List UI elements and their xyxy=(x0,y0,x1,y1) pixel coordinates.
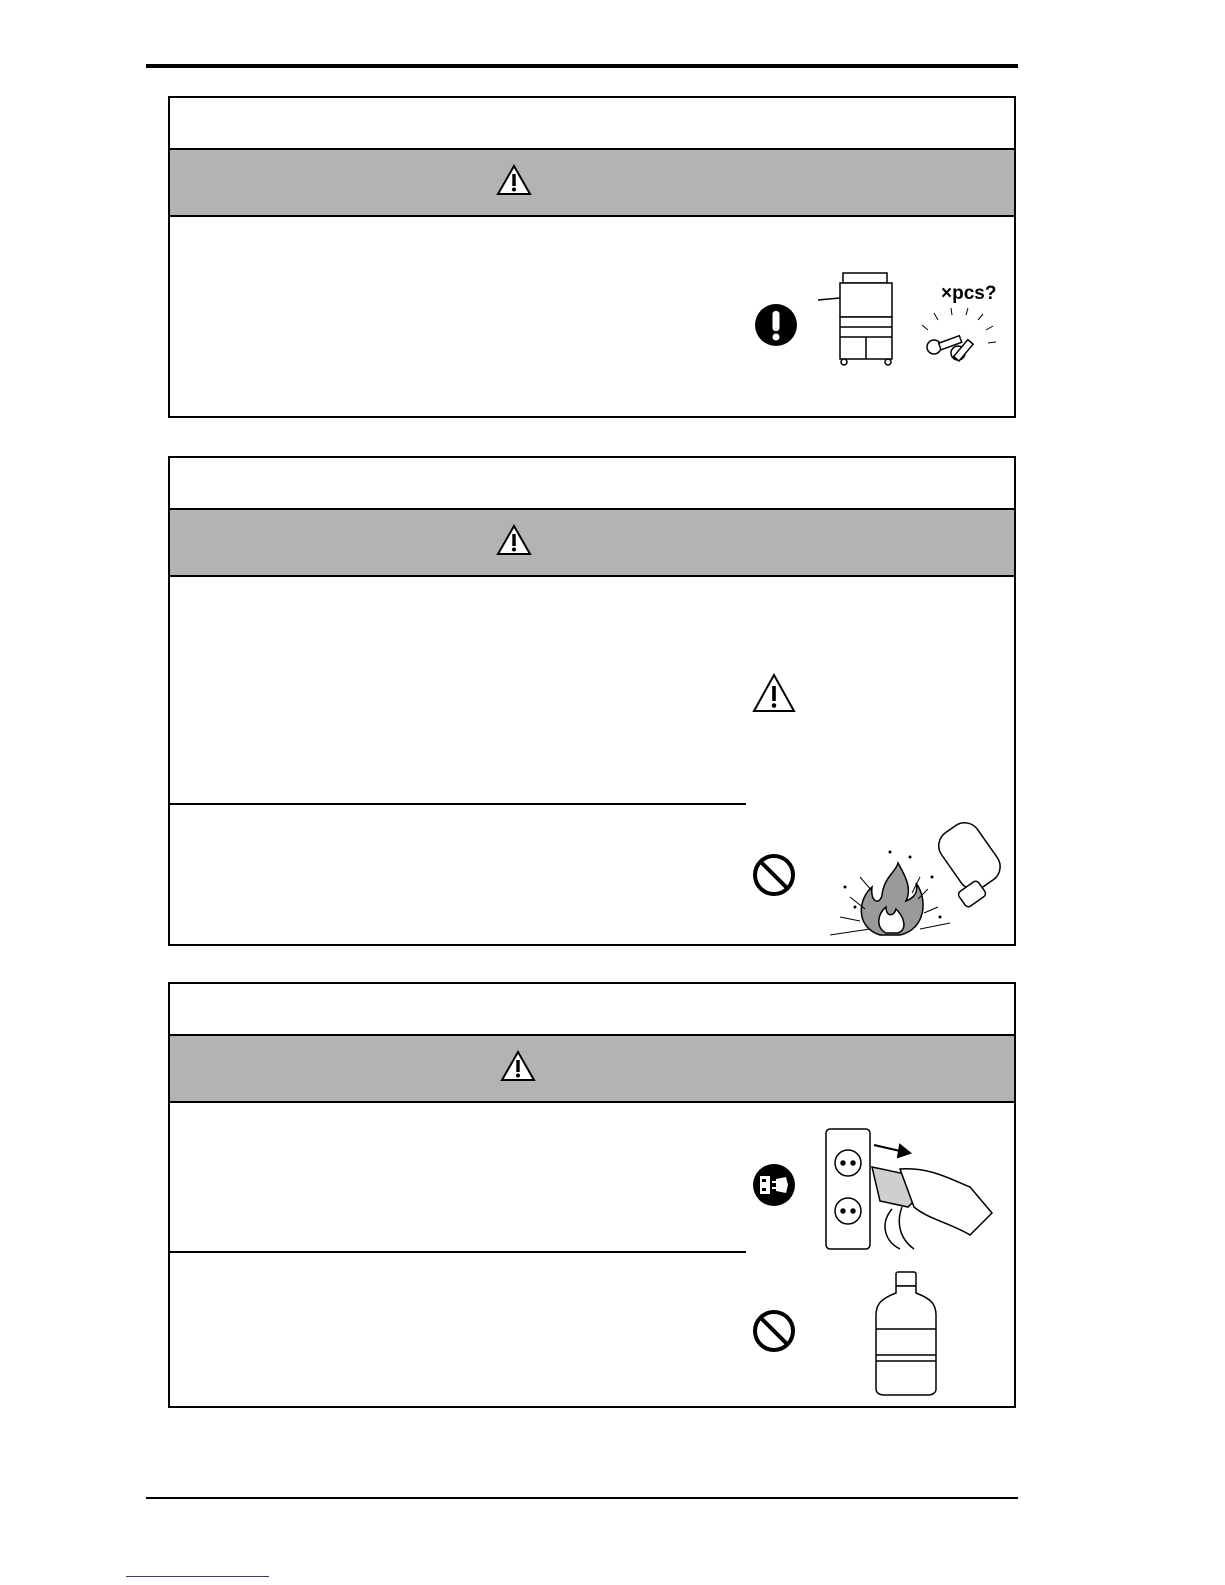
panel-title-row xyxy=(170,98,1014,150)
caution-triangle-icon xyxy=(752,673,796,713)
caution-triangle-icon xyxy=(496,164,532,196)
top-rule xyxy=(146,64,1018,68)
caution-triangle-icon xyxy=(500,1050,536,1082)
warning-panel-3 xyxy=(168,982,1016,1408)
copier-with-screws-illustration xyxy=(818,265,1008,375)
panel-body xyxy=(170,1103,1014,1408)
plug-from-outlet-illustration xyxy=(820,1123,1000,1253)
warning-panel-1 xyxy=(168,96,1016,418)
panel-title-row xyxy=(170,984,1014,1036)
warning-panel-2 xyxy=(168,456,1016,946)
panel-body xyxy=(170,217,1014,418)
caution-band xyxy=(170,510,1014,577)
panel-body xyxy=(170,577,1014,946)
section-divider xyxy=(170,1251,746,1253)
mandatory-action-icon xyxy=(754,303,798,347)
footer-link-underline[interactable] xyxy=(126,1576,269,1577)
prohibited-icon xyxy=(752,1309,796,1353)
caution-band xyxy=(170,150,1014,217)
toner-fire-illustration xyxy=(820,817,1010,942)
bottom-rule xyxy=(146,1497,1018,1499)
panel-title-row xyxy=(170,458,1014,510)
prohibited-icon xyxy=(752,853,796,897)
unplug-icon xyxy=(752,1163,796,1207)
caution-triangle-icon xyxy=(496,524,532,556)
solvent-bottle-illustration xyxy=(870,1269,942,1397)
section-divider xyxy=(170,803,746,805)
caution-band xyxy=(170,1036,1014,1103)
pcs-question-label: ×pcs? xyxy=(941,283,997,304)
